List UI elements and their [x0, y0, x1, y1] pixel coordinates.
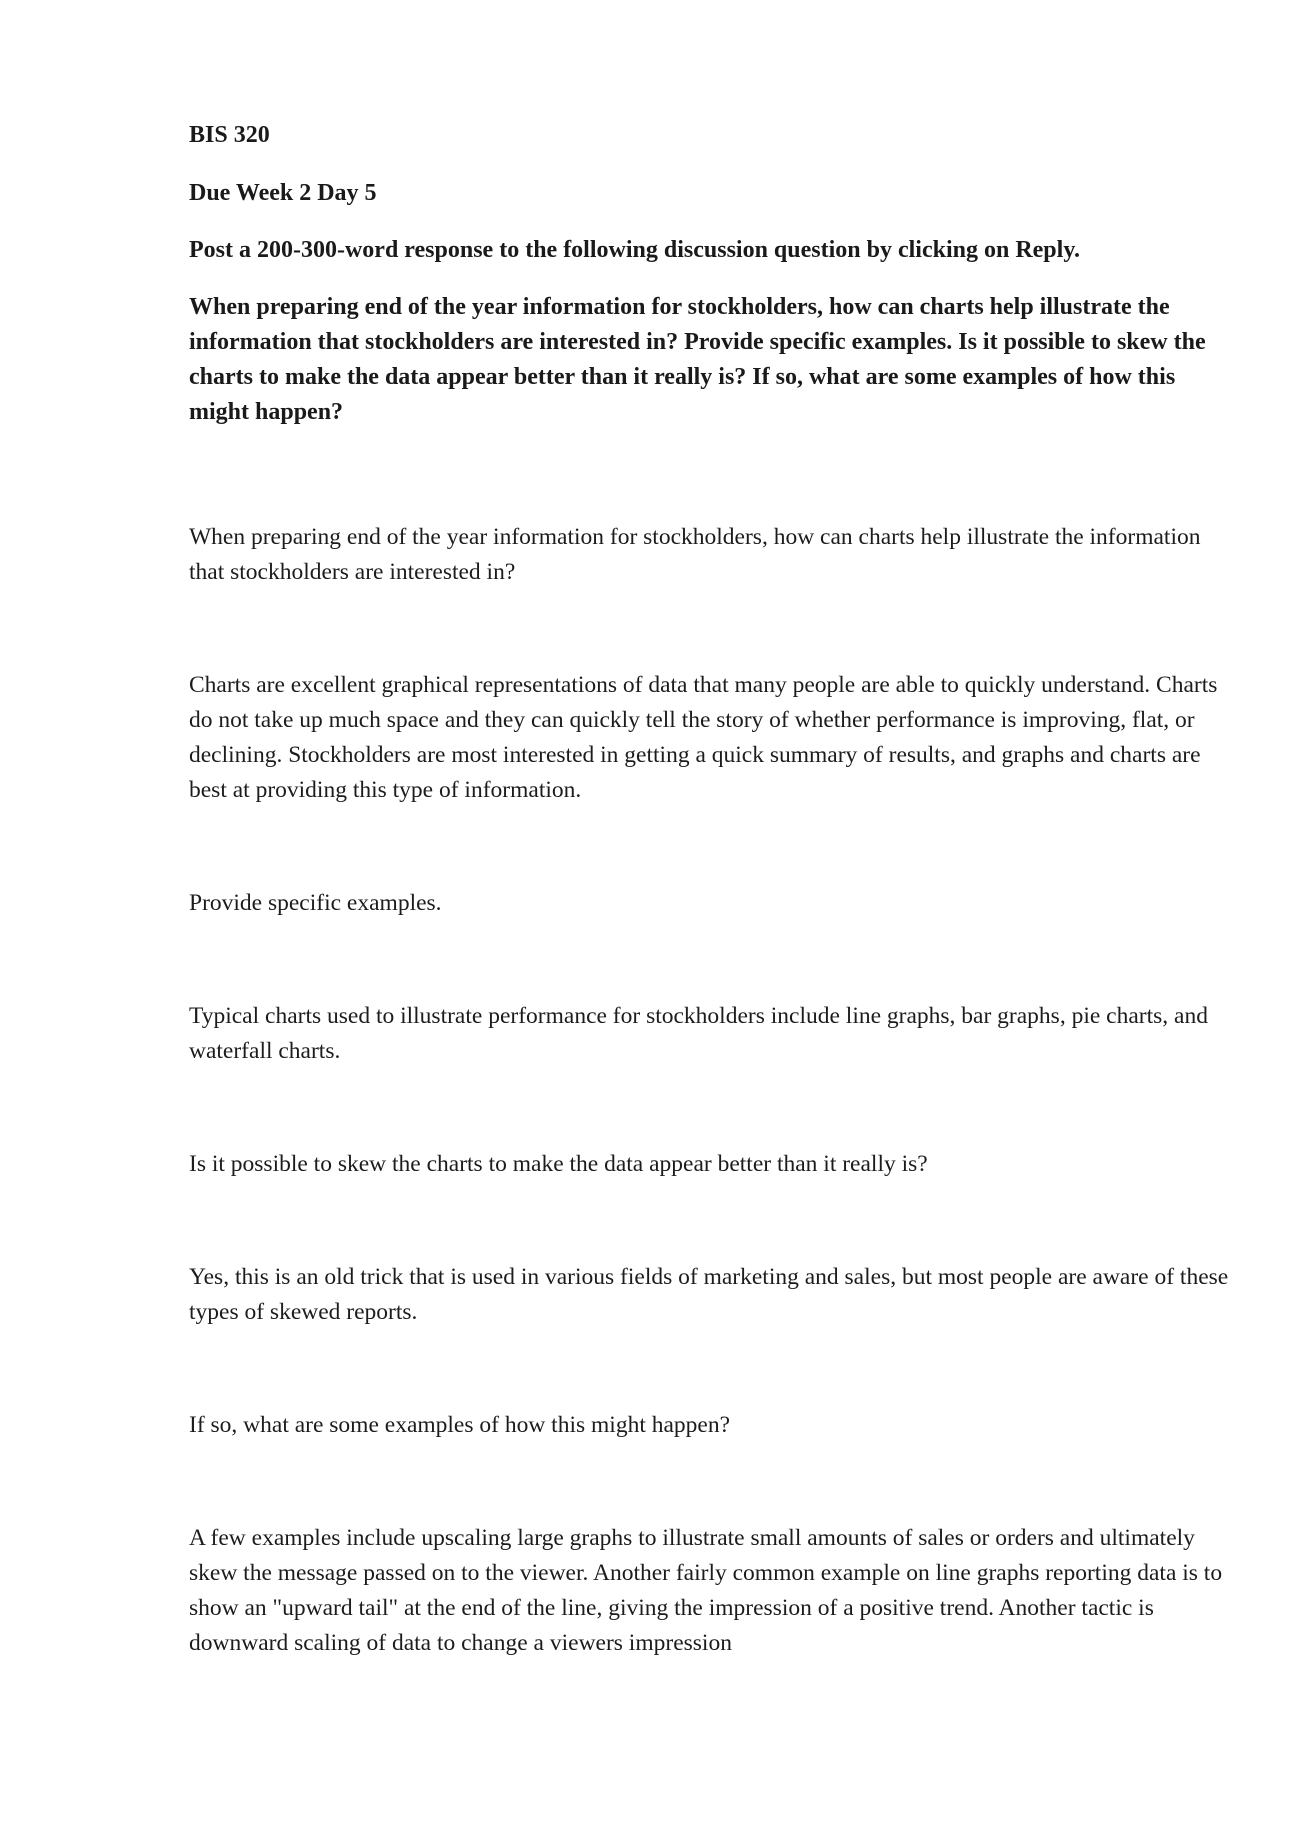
- answer-3-text: Yes, this is an old trick that is used in various fields of marketing and sales, but most people are aware of these types of skewed reports.: [189, 1264, 1229, 1325]
- due-date: Due Week 2 Day 5: [189, 180, 377, 206]
- question-3-text: Is it possible to skew the charts to make the data appear better than it really is?: [189, 1151, 928, 1177]
- answer-1-text: Charts are excellent graphical representations of data that many people are able to quickly understand. Charts do not take up much space and they can quickly tell the story of whether performance is improving, flat, or declining. Stockholders are most interested in getting a quick summary of results, and graphs and charts are best at providing this type of information.: [189, 672, 1218, 803]
- discussion-question: When preparing end of the year information for stockholders, how can charts help illustrate the information that stockholders are interested in? Provide specific examples. Is it possible to skew the charts to make the data appear better than it really is? If so, what are some examples of how this might happen?: [189, 294, 1206, 425]
- question-2-text: Provide specific examples.: [189, 890, 442, 916]
- question-1-text: When preparing end of the year information for stockholders, how can charts help illustrate the information that stockholders are interested in?: [189, 524, 1201, 585]
- question-4-text: If so, what are some examples of how this might happen?: [189, 1412, 731, 1438]
- answer-4-text: A few examples include upscaling large graphs to illustrate small amounts of sales or orders and ultimately skew the message passed on to the viewer. Another fairly common example on line graphs reporting data is to show an "upward tail" at the end of the line, giving the impression of a positive trend. Another tactic is downward scaling of data to change a viewers impression: [189, 1525, 1223, 1656]
- answer-2-text: Typical charts used to illustrate performance for stockholders include line graphs, bar graphs, pie charts, and waterfall charts.: [189, 1003, 1208, 1064]
- assignment-instruction: Post a 200-300-word response to the following discussion question by clicking on Reply.: [189, 237, 1080, 263]
- document-content: [189, 118, 1229, 1661]
- course-code: BIS 320: [189, 122, 270, 148]
